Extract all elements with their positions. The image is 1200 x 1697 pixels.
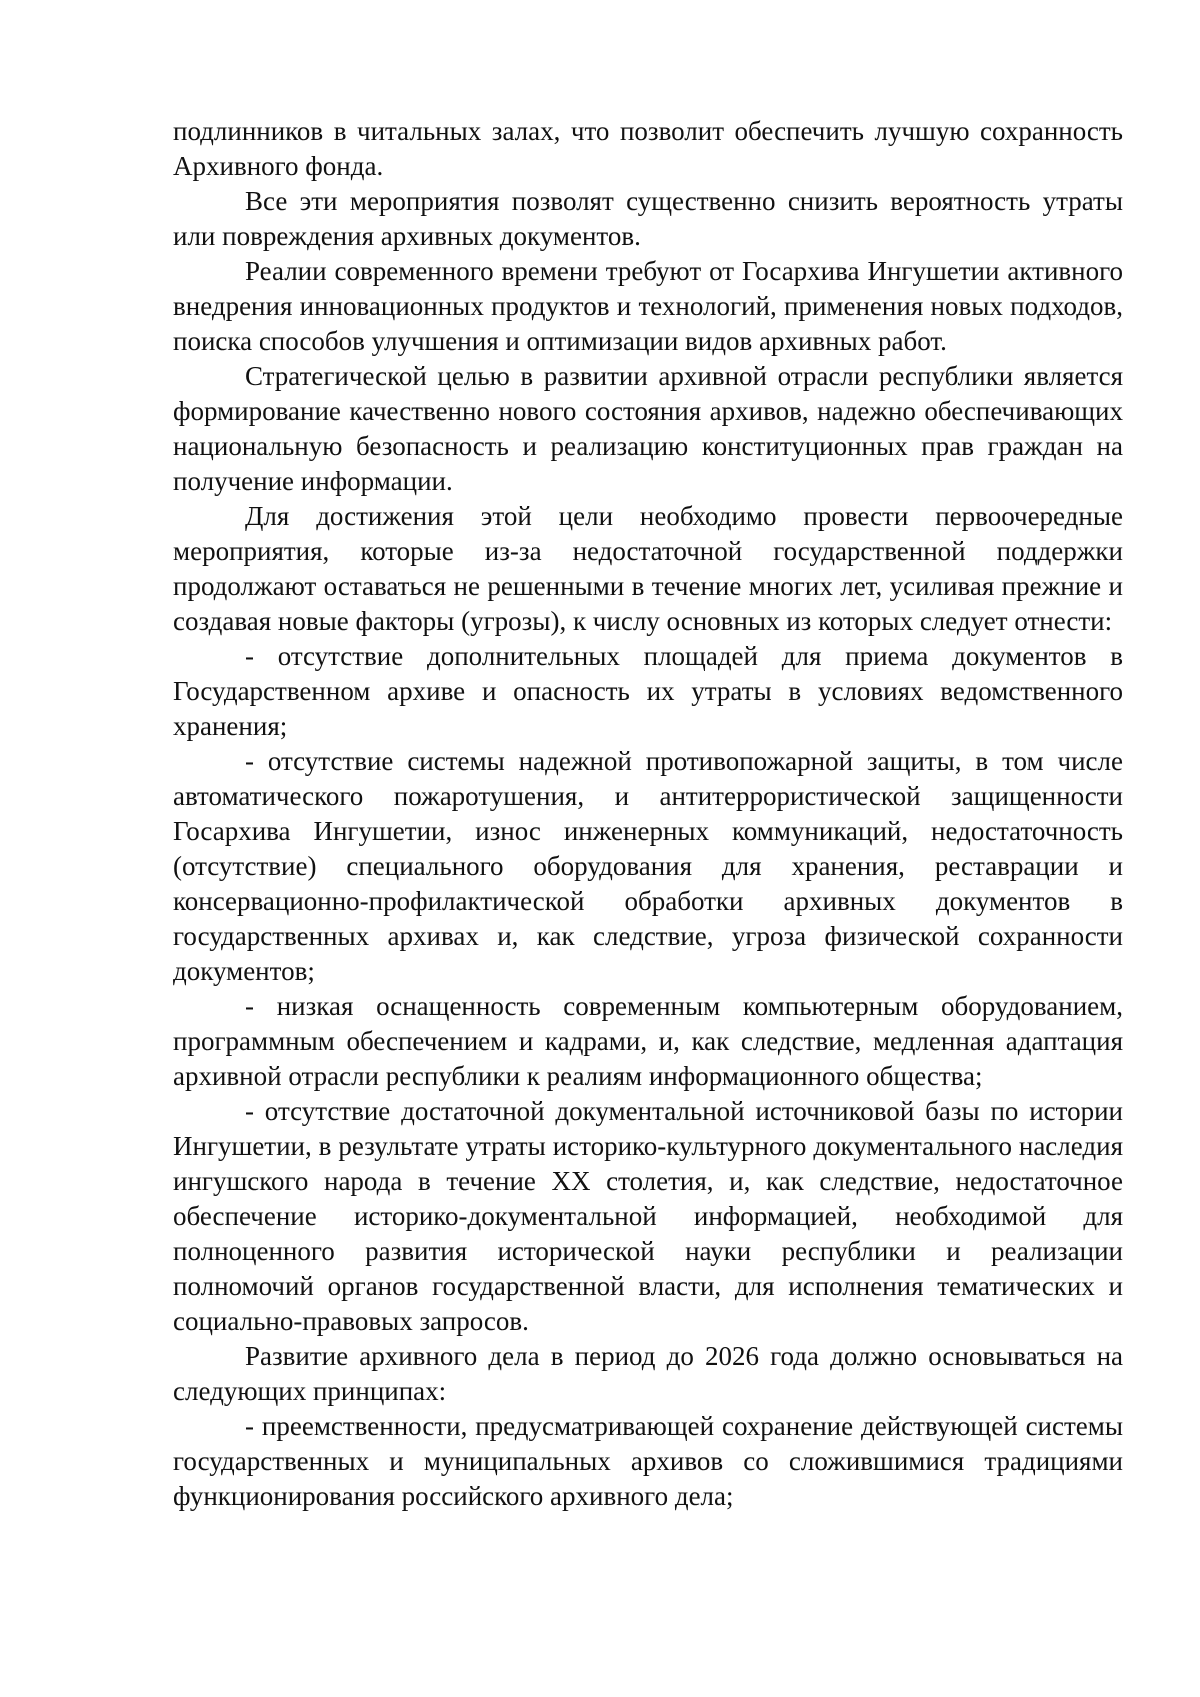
paragraph-principles-intro: Развитие архивного дела в период до 2026 года должно основываться на следующих принципах:	[173, 1341, 1123, 1406]
paragraph-strategic-goal: Стратегической целью в развитии архивной отрасли республики является формирование качественно нового состояния архивов, надежно обеспечивающих национальную безопасность и реализацию конституционных прав граждан на получение информации.	[173, 361, 1123, 496]
list-item-continuity: - преемственности, предусматривающей сохранение действующей системы государственных и муниципальных архивов со сложившимися традициями функционирования российского архивного дела;	[173, 1411, 1123, 1511]
list-item-lack-of-fire-protection: - отсутствие системы надежной противопожарной защиты, в том числе автоматического пожаротушения, и антитеррористической защищенности Госархива Ингушетии, износ инженерных коммуникаций, недостаточность (отсутствие) специального оборудования для хранения, реставрации и консервационно-профилактической обработки архивных документов в государственных архивах и, как следствие, угроза физической сохранности документов;	[173, 746, 1123, 986]
list-item-lack-of-source-base: - отсутствие достаточной документальной источниковой базы по истории Ингушетии, в результате утраты историко-культурного документального наследия ингушского народа в течение XX столетия, и, как следствие, недостаточное обеспечение историко-документальной информацией, необходимой для полноценного развития исторической науки республики и реализации полномочий органов государственной власти, для исполнения тематических и социально-правовых запросов.	[173, 1096, 1123, 1336]
list-item-lack-of-space: - отсутствие дополнительных площадей для приема документов в Государственном архиве и опасность их утраты в условиях ведомственного хранения;	[173, 641, 1123, 741]
document-body	[173, 114, 1123, 1514]
paragraph-measures-effect: Все эти мероприятия позволят существенно снизить вероятность утраты или повреждения архивных документов.	[173, 186, 1123, 251]
paragraph-modern-realities: Реалии современного времени требуют от Госархива Ингушетии активного внедрения инновационных продуктов и технологий, применения новых подходов, поиска способов улучшения и оптимизации видов архивных работ.	[173, 256, 1123, 356]
paragraph-priority-measures: Для достижения этой цели необходимо провести первоочередные мероприятия, которые из-за недостаточной государственной поддержки продолжают оставаться не решенными в течение многих лет, усиливая прежние и создавая новые факторы (угрозы), к числу основных из которых следует отнести:	[173, 501, 1123, 636]
list-item-low-equipment: - низкая оснащенность современным компьютерным оборудованием, программным обеспечением и кадрами, и, как следствие, медленная адаптация архивной отрасли республики к реалиям информационного общества;	[173, 991, 1123, 1091]
paragraph-continuation: подлинников в читальных залах, что позволит обеспечить лучшую сохранность Архивного фонда.	[173, 116, 1123, 181]
